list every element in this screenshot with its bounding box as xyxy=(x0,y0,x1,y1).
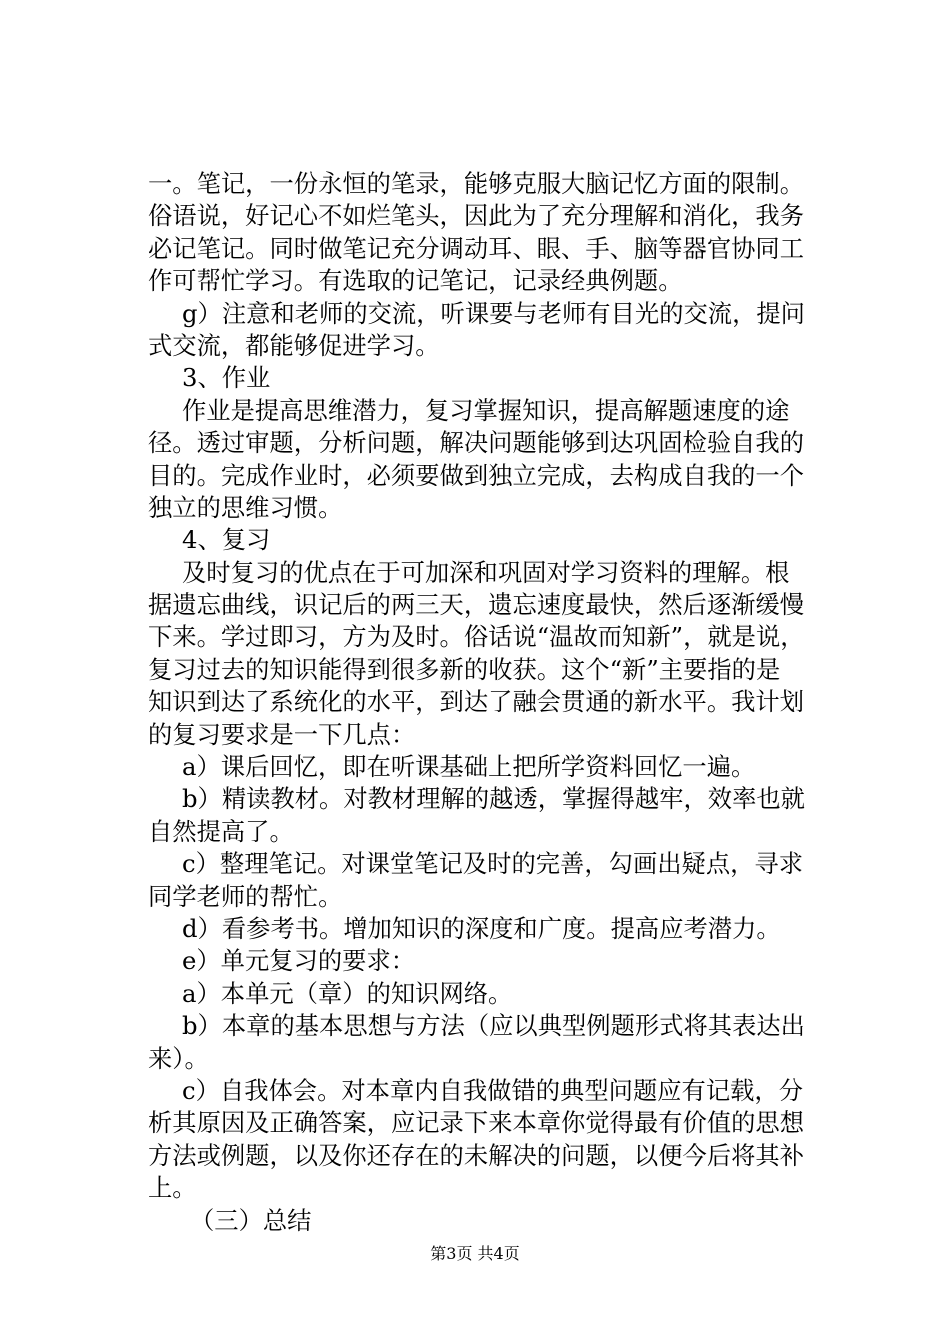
text-line: 析其原因及正确答案，应记录下来本章你觉得最有价值的思想 xyxy=(148,1108,805,1138)
section-heading: （三）总结 xyxy=(190,1205,312,1235)
text-line: 同学老师的帮忙。 xyxy=(148,881,343,911)
text-line: 的复习要求是一下几点： xyxy=(148,719,416,749)
text-line: 自然提高了。 xyxy=(148,816,294,846)
section-heading: 3、作业 xyxy=(182,363,271,393)
text-line: 一。笔记，一份永恒的笔录，能够克服大脑记忆方面的限制。 xyxy=(148,169,805,198)
text-line: a）本单元（章）的知识网络。 xyxy=(182,978,513,1008)
text-line: 下来。学过即习，方为及时。俗话说“温故而知新”，就是说， xyxy=(148,622,805,652)
text-line: c）整理笔记。对课堂笔记及时的完善，勾画出疑点，寻求 xyxy=(182,849,804,879)
text-line: 复习过去的知识能得到很多新的收获。这个“新”主要指的是 xyxy=(148,654,781,684)
text-line: 式交流，都能够促进学习。 xyxy=(148,330,440,360)
text-line: 作业是提高思维潜力，复习掌握知识，提高解题速度的途 xyxy=(182,395,790,425)
text-line: 上。 xyxy=(148,1173,197,1203)
text-line: b）精读教材。对教材理解的越透，掌握得越牢，效率也就 xyxy=(182,784,805,814)
text-line: d）看参考书。增加知识的深度和广度。提高应考潜力。 xyxy=(182,913,781,943)
text-line: e）单元复习的要求： xyxy=(182,946,416,976)
text-line: 及时复习的优点在于可加深和巩固对学习资料的理解。根 xyxy=(182,557,790,587)
text-line: 俗语说，好记心不如烂笔头，因此为了充分理解和消化，我务 xyxy=(148,201,805,231)
text-line: 方法或例题，以及你还存在的未解决的问题，以便今后将其补 xyxy=(148,1140,805,1170)
text-line: 目的。完成作业时，必须要做到独立完成，去构成自我的一个 xyxy=(148,460,805,490)
page-footer: 第3页 共4页 xyxy=(430,1244,520,1263)
text-line: 来）。 xyxy=(148,1043,209,1073)
document-body xyxy=(148,168,838,1237)
text-line: 作可帮忙学习。有选取的记笔记，记录经典例题。 xyxy=(148,266,683,296)
text-line: 必记笔记。同时做笔记充分调动耳、眼、手、脑等器官协同工 xyxy=(148,233,805,263)
text-line: b）本章的基本思想与方法（应以典型例题形式将其表达出 xyxy=(182,1011,805,1041)
text-line: g）注意和老师的交流，听课要与老师有目光的交流，提问 xyxy=(182,298,805,328)
text-line: 径。透过审题，分析问题，解决问题能够到达巩固检验自我的 xyxy=(148,428,805,458)
text-line: 据遗忘曲线，识记后的两三天，遗忘速度最快，然后逐渐缓慢 xyxy=(148,590,805,620)
text-line: c）自我体会。对本章内自我做错的典型问题应有记载，分 xyxy=(182,1075,804,1105)
text-line: 知识到达了系统化的水平，到达了融会贯通的新水平。我计划 xyxy=(148,687,805,717)
text-line: 独立的思维习惯。 xyxy=(148,492,343,522)
section-heading: 4、复习 xyxy=(182,525,271,555)
text-line: a）课后回忆，即在听课基础上把所学资料回忆一遍。 xyxy=(182,752,756,782)
